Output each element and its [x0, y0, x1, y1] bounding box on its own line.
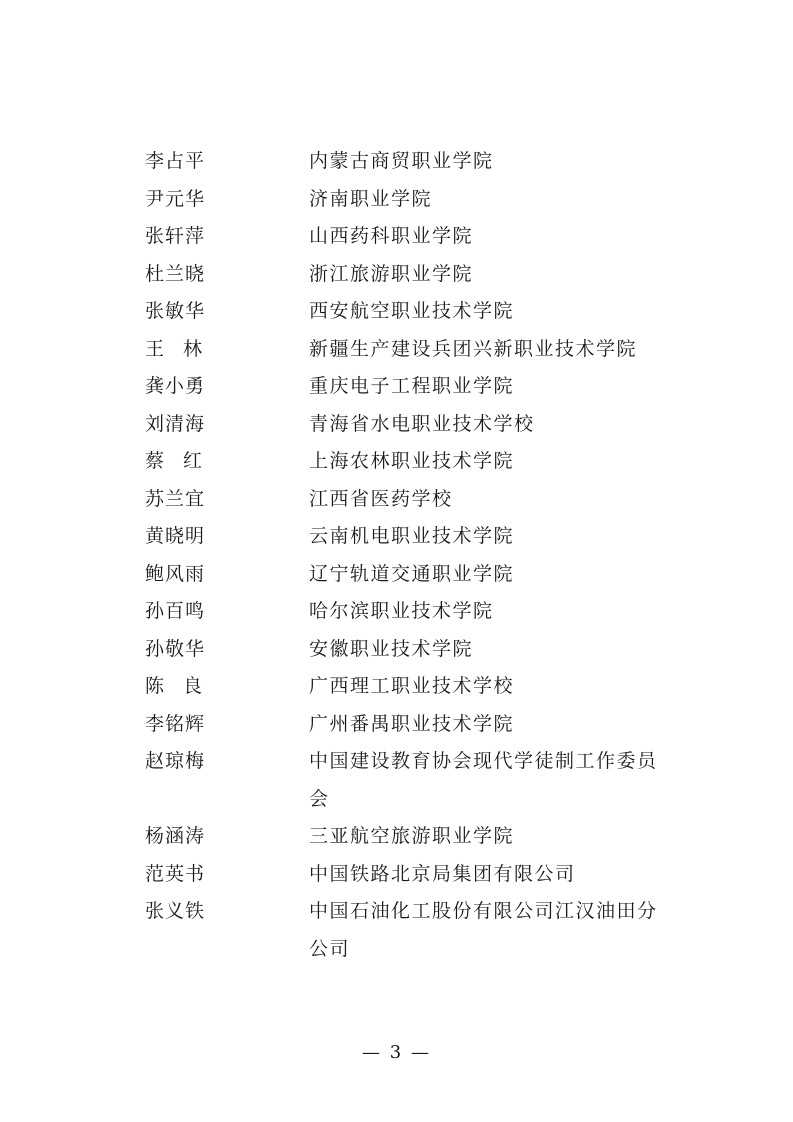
organization-name: 中国建设教育协会现代学徒制工作委员会	[309, 750, 658, 810]
organization-name: 内蒙古商贸职业学院	[309, 150, 494, 172]
organization-name: 浙江旅游职业学院	[309, 262, 474, 285]
list-item	[0, 181, 793, 219]
person-name: 黄晓明	[145, 525, 206, 547]
page-number: — 3 —	[362, 1042, 431, 1063]
list-item	[0, 668, 793, 706]
list-item	[0, 818, 793, 856]
person-name: 苏兰宜	[145, 487, 206, 510]
organization-name: 辽宁轨道交通职业学院	[309, 562, 515, 585]
list-item	[0, 631, 793, 669]
list-item	[0, 706, 793, 744]
organization-name: 青海省水电职业技术学校	[309, 412, 535, 435]
list-item	[0, 218, 793, 256]
list-item	[0, 556, 793, 594]
list-item	[0, 593, 793, 631]
list-item	[0, 443, 793, 481]
person-name: 刘清海	[145, 412, 206, 435]
person-name: 陈 良	[145, 675, 203, 697]
list-item	[0, 481, 793, 519]
list-item	[0, 406, 793, 444]
organization-name: 重庆电子工程职业学院	[309, 375, 515, 397]
person-name: 张敏华	[145, 300, 206, 322]
list-item	[0, 368, 793, 406]
person-name: 杜兰晓	[145, 262, 206, 285]
person-name: 鲍风雨	[145, 562, 206, 585]
list-item	[0, 743, 793, 818]
organization-name: 山西药科职业学院	[309, 225, 474, 247]
person-name: 龚小勇	[145, 375, 206, 397]
organization-name: 广西理工职业技术学校	[309, 675, 515, 697]
organization-name: 安徽职业技术学院	[309, 637, 474, 660]
person-name: 李占平	[145, 150, 206, 172]
list-item	[0, 256, 793, 294]
person-name: 蔡 红	[145, 450, 203, 472]
organization-name: 江西省医药学校	[309, 487, 453, 510]
list-item	[0, 143, 793, 181]
organization-name: 三亚航空旅游职业学院	[309, 825, 515, 847]
person-name: 尹元华	[145, 187, 206, 210]
person-name: 赵琼梅	[145, 750, 206, 772]
organization-name: 中国铁路北京局集团有限公司	[309, 862, 576, 885]
list-item	[0, 856, 793, 894]
organization-name: 上海农林职业技术学院	[309, 450, 515, 472]
person-name: 孙百鸣	[145, 600, 206, 622]
person-name: 李铭辉	[145, 712, 206, 735]
list-item	[0, 331, 793, 369]
list-item	[0, 893, 793, 968]
person-name: 范英书	[145, 862, 206, 885]
organization-name: 云南机电职业技术学院	[309, 525, 515, 547]
organization-name: 中国石油化工股份有限公司江汉油田分公司	[309, 900, 658, 960]
person-name: 孙敬华	[145, 637, 206, 660]
organization-name: 新疆生产建设兵团兴新职业技术学院	[309, 337, 638, 360]
list-item	[0, 293, 793, 331]
list-item	[0, 518, 793, 556]
organization-name: 西安航空职业技术学院	[309, 300, 515, 322]
person-name: 张义铁	[145, 900, 206, 922]
person-name: 王 林	[145, 337, 203, 360]
person-name: 张轩萍	[145, 225, 206, 247]
organization-name: 哈尔滨职业技术学院	[309, 600, 494, 622]
organization-name: 广州番禺职业技术学院	[309, 712, 515, 735]
organization-name: 济南职业学院	[309, 187, 433, 210]
name-list	[0, 143, 793, 968]
person-name: 杨涵涛	[145, 825, 206, 847]
